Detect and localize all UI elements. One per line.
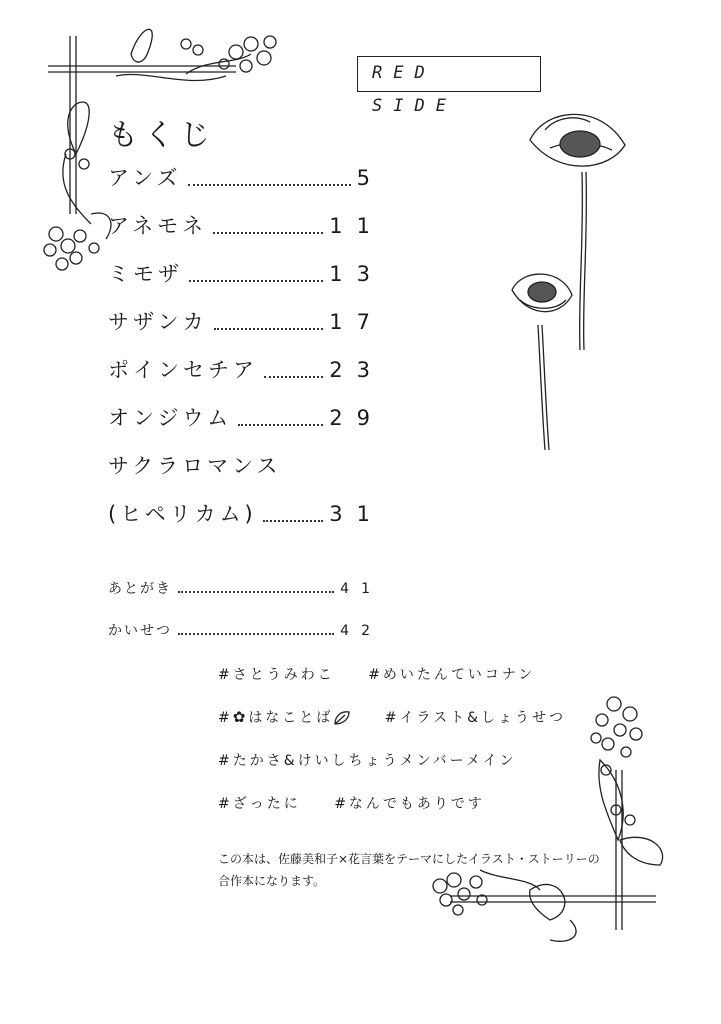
toc-entry-title: サクラロマンス [108,454,282,478]
toc-leader-dots [213,214,323,234]
toc-leader-dots [188,166,351,186]
toc-entry [108,210,384,258]
toc-entry-title: オンジウム [108,406,233,430]
toc-entry-title: (ヒペリカム) [108,502,257,526]
toc-leader-dots [178,622,334,635]
toc-entry-title: サザンカ [108,310,208,334]
toc-entry-page: 13 [329,262,384,286]
toc-entry-page: 23 [329,358,384,382]
hashtag: #なんでもありです [334,796,485,812]
toc-entry [108,306,384,354]
hashtag-prefix: # [218,710,233,726]
toc-leader-dots [238,406,323,426]
toc-entry-page: 31 [329,502,384,526]
toc-entry-page: 17 [329,310,384,334]
hashtag: #さとうみわこ [218,667,335,683]
toc-list [108,162,384,546]
floral-corner-bottom-right-illustration [420,690,680,950]
toc-entry [108,354,384,402]
toc-entry-title: アンズ [108,166,182,190]
toc-extra-entry [108,620,382,662]
toc-leader-dots [263,502,324,522]
toc-entry-title: ポインセチア [108,358,258,382]
toc-entry-page: 5 [356,166,384,190]
toc-leader-dots [264,358,323,378]
toc-entry-title: かいせつ [108,623,172,639]
hashtag: #イラスト&しょうせつ [384,710,566,726]
anemone-flowers-illustration [500,100,640,460]
toc-entry-multiline-second [108,498,384,546]
hashtag: #ざったに [218,796,301,812]
leaf-icon [333,710,351,726]
toc-entry-multiline-first [108,450,370,498]
toc-entry-page: 29 [329,406,384,430]
toc-entry-title: アネモネ [108,214,208,238]
flower-icon: ✿ [232,708,249,726]
toc-entry-page: 41 [340,581,382,597]
toc-entry-title: あとがき [108,581,172,597]
toc-entry [108,402,384,450]
toc-leader-dots [189,262,323,282]
book-description-line: 合作本になります。 [218,874,326,888]
toc-leader-dots [214,310,324,330]
hashtag: #たかさ&けいしちょうメンバーメイン [218,753,517,769]
toc-entry-page: 42 [340,623,382,639]
toc-heading: もくじ [108,118,216,153]
toc-entry-title: ミモザ [108,262,183,286]
hashtag: #めいたんていコナン [368,667,536,683]
toc-entry [108,258,384,306]
toc-extra-entry [108,578,382,620]
toc-leader-dots [178,580,334,593]
book-description-line: この本は、佐藤美和子×花言葉をテーマにしたイラスト・ストーリーの [218,852,600,866]
toc-extras-list [108,578,382,662]
side-label-box: RED SIDE [357,56,541,92]
toc-entry [108,162,384,210]
hashtag: はなことば [248,710,334,726]
toc-entry-page: 11 [329,214,384,238]
